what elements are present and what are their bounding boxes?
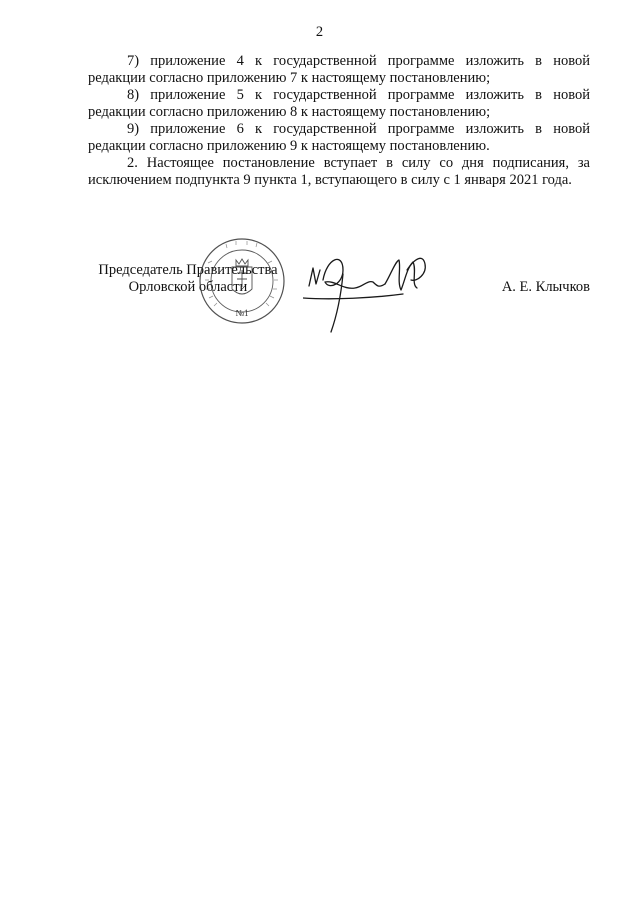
signer-title-line1: Председатель Правительства	[98, 262, 278, 278]
signer-name: А. Е. Клычков	[501, 279, 590, 295]
signature-block	[88, 232, 590, 342]
paragraph-effective-date: 2. Настоящее постановление вступает в силу со дня подписания, за исключением подпункта 9 пункта 1, вступающего в силу с 1 января 2021 года.	[88, 155, 590, 188]
paragraph-item-9: 9) приложение 6 к государственной программе изложить в новой редакции согласно приложению 9 к настоящему постановлению.	[88, 121, 590, 154]
official-seal	[196, 237, 288, 325]
handwritten-signature	[303, 240, 433, 335]
paragraph-item-7: 7) приложение 4 к государственной программе изложить в новой редакции согласно приложению 7 к настоящему постановлению;	[88, 53, 590, 86]
paragraph-item-8: 8) приложение 5 к государственной программе изложить в новой редакции согласно приложению 8 к настоящему постановлению;	[88, 87, 590, 120]
document-body	[88, 53, 590, 189]
signer-title-line2: Орловской области	[128, 279, 248, 295]
seal-number: №1	[235, 308, 249, 318]
page-number: 2	[315, 24, 324, 40]
